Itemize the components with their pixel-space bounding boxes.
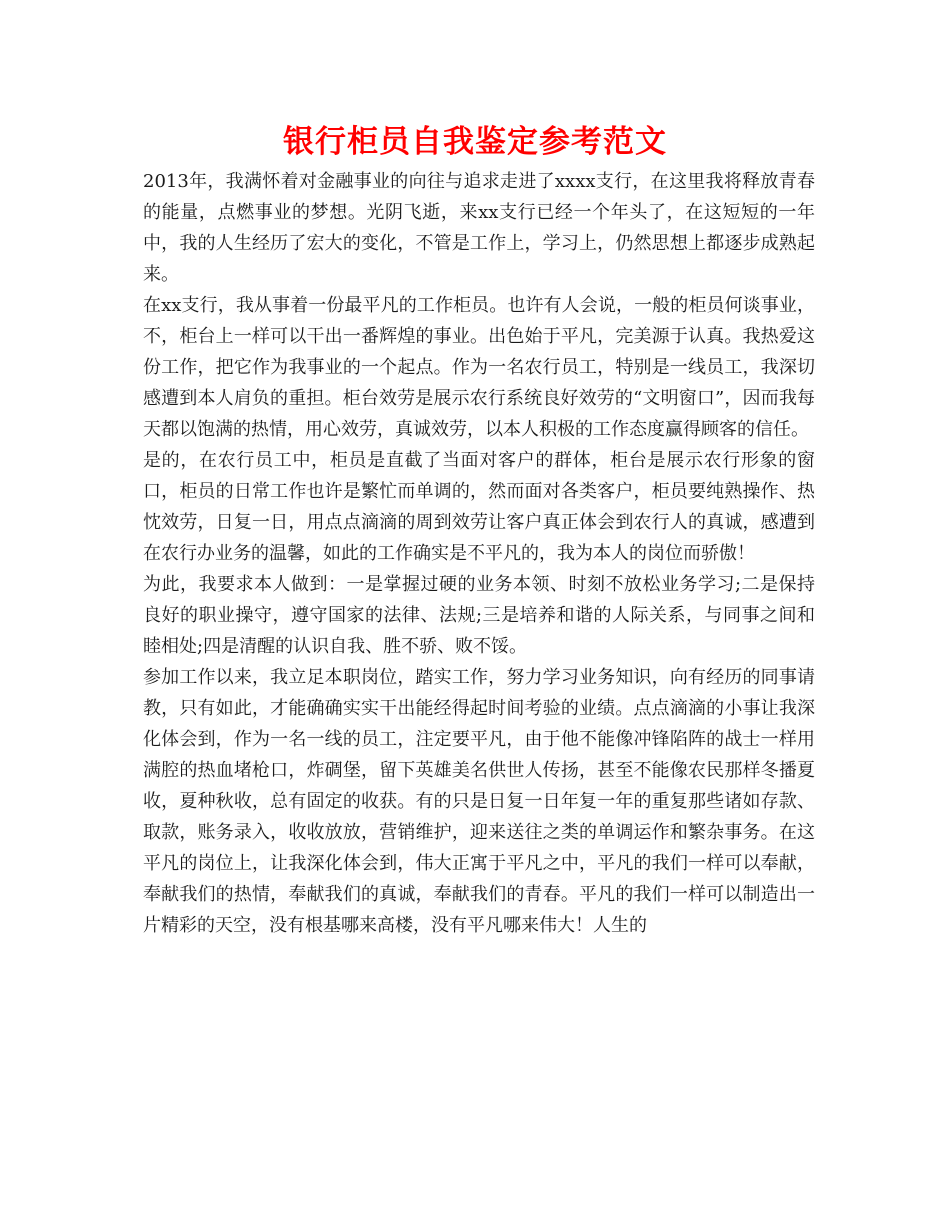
document-title: 银行柜员自我鉴定参考范文 — [283, 124, 667, 160]
paragraph: 参加工作以来，我立足本职岗位，踏实工作，努力学习业务知识，向有经历的同事请教，只有如此，才能确确实实干出能经得起时间考验的业绩。点点滴滴的小事让我深化体会到，作为一名一线的员工，注定要平凡，由于他不能像冲锋陷阵的战士一样用满腔的热血堵枪口，炸碉堡，留下英雄美名供世人传扬，甚至不能像农民那样冬播夏收，夏种秋收，总有固定的收获。有的只是日复一日年复一年的重复那些诸如存款、取款，账务录入，收收放放，营销维护，迎来送往之类的单调运作和繁杂事务。在这平凡的岗位上，让我深化体会到，伟大正寓于平凡之中，平凡的我们一样可以奉献，奉献我们的热情，奉献我们的真诚，奉献我们的青春。平凡的我们一样可以制造出一片精彩的天空，没有根基哪来高楼，没有平凡哪来伟大！人生的 — [143, 667, 815, 936]
paragraph: 2013年，我满怀着对金融事业的向往与追求走进了xxxx支行，在这里我将释放青春的能量，点燃事业的梦想。光阴飞逝，来xx支行已经一个年头了，在这短短的一年中，我的人生经历了宏大的变化，不管是工作上，学习上，仍然思想上都逐步成熟起来。 — [143, 171, 815, 285]
paragraph: 在xx支行，我从事着一份最平凡的工作柜员。也许有人会说，一般的柜员何谈事业，不，柜台上一样可以干出一番辉煌的事业。出色始于平凡，完美源于认真。我热爱这份工作，把它作为我事业的一个起点。作为一名农行员工，特别是一线员工，我深切感遭到本人肩负的重担。柜台效劳是展示农行系统良好效劳的“文明窗口”，因而我每天都以饱满的热情，用心效劳，真诚效劳，以本人积极的工作态度赢得顾客的信任。 — [143, 295, 815, 440]
paragraph: 为此，我要求本人做到：一是掌握过硬的业务本领、时刻不放松业务学习;二是保持良好的职业操守，遵守国家的法律、法规;三是培养和谐的人际关系，与同事之间和睦相处;四是清醒的认识自我、胜不骄、败不馁。 — [143, 574, 815, 657]
document-body — [143, 166, 815, 941]
paragraph: 是的，在农行员工中，柜员是直截了当面对客户的群体，柜台是展示农行形象的窗口，柜员的日常工作也许是繁忙而单调的，然而面对各类客户，柜员要纯熟操作、热忱效劳，日复一日，用点点滴滴的周到效劳让客户真正体会到农行人的真诚，感遭到在农行办业务的温馨，如此的工作确实是不平凡的，我为本人的岗位而骄傲！ — [143, 450, 815, 564]
